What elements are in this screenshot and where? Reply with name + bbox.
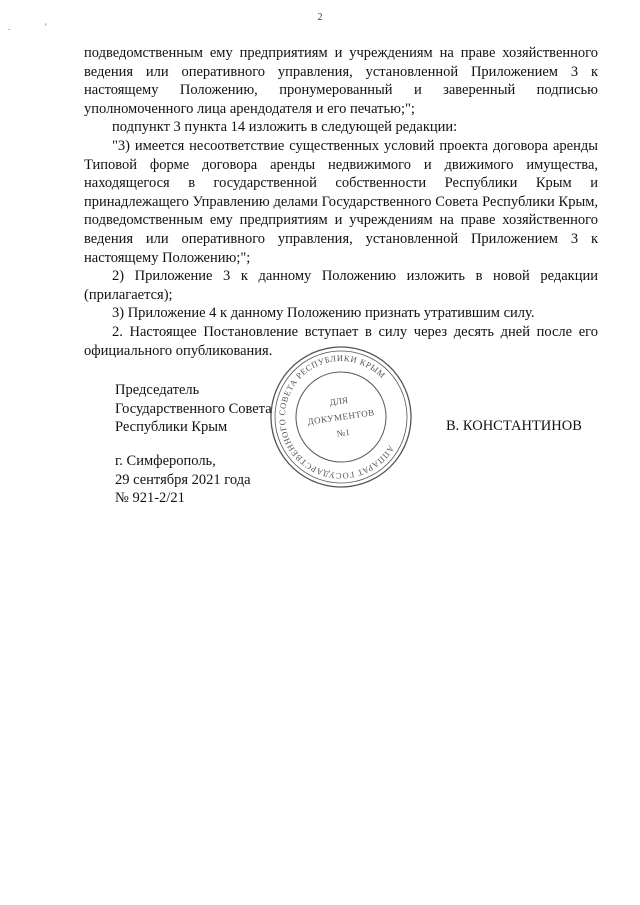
scan-mark: ' <box>45 22 47 32</box>
paragraph: "3) имеется несоответствие существенных условий проекта договора аренды Типовой форме договора аренды недвижимого и движимого имущества, находящегося в государственной собственности Республики Крым и принадлежащего Управлению делами Государственного Совета Республики Крым, подведомственным ему предприятиям и учреждениям на праве хозяйственного ведения или оперативного управления, установленной Приложением 3 к настоящему Положению;"; <box>84 137 598 266</box>
signatory-title-line: Республики Крым <box>115 419 228 436</box>
place-and-date <box>115 452 251 508</box>
signatory-title-line: Председатель <box>115 382 200 398</box>
stamp-line: ДОКУМЕНТОВ <box>306 407 376 427</box>
date: 29 сентября 2021 года <box>115 471 251 488</box>
signatory-title <box>115 381 272 437</box>
signatory-name: В. КОНСТАНТИНОВ <box>446 418 582 434</box>
paragraph: 2. Настоящее Постановление вступает в силу через десять дней после его официального опубликования. <box>84 323 598 359</box>
paragraph: подпункт 3 пункта 14 изложить в следующей редакции: <box>112 119 458 136</box>
stamp-line: №1 <box>336 426 351 439</box>
stamp-line: ДЛЯ <box>329 394 349 408</box>
signatory-title-line: Государственного Совета <box>115 400 272 417</box>
document-body <box>84 44 598 360</box>
official-stamp <box>266 342 416 492</box>
document-number: № 921-2/21 <box>115 490 185 507</box>
stamp-ring-text: АППАРАТ ГОСУДАРСТВЕННОГО СОВЕТА РЕСПУБЛИКИ КРЫМ <box>276 352 397 482</box>
city: г. Симферополь, <box>115 453 216 469</box>
paragraph: подведомственным ему предприятиям и учреждениям на праве хозяйственного ведения или оперативного управления, установленной Приложением 3 к настоящему Положению, пронумерованный и заверенный подписью уполномоченного лица арендодателя и его печатью;"; <box>84 45 598 117</box>
paragraph: 3) Приложение 4 к данному Положению признать утратившим силу. <box>112 305 535 322</box>
page-number: 2 <box>317 12 323 23</box>
paragraph: 2) Приложение 3 к данному Положению изложить в новой редакции (прилагается); <box>84 268 598 303</box>
scan-mark: . <box>8 22 11 32</box>
